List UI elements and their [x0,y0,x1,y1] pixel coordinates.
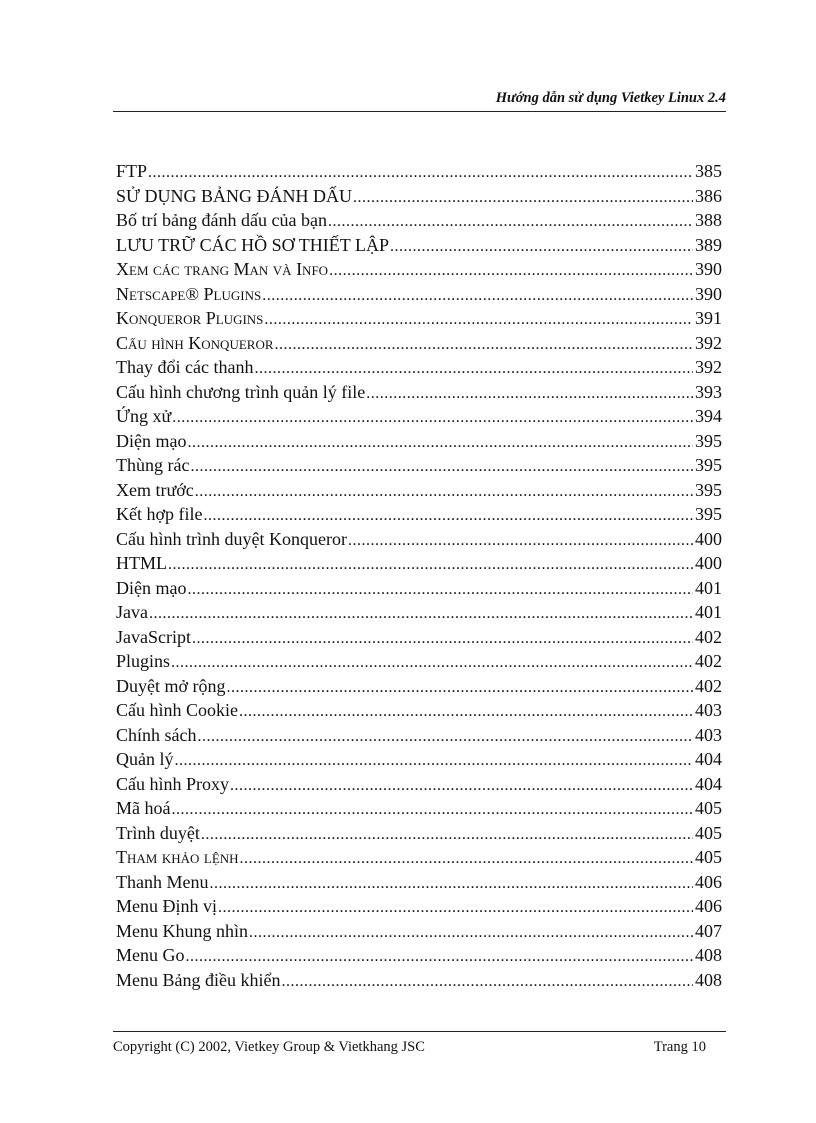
toc-entry-title: Menu Khung nhìn [116,920,248,941]
toc-entry [116,453,722,478]
toc-dot-leader [254,357,693,382]
toc-entry [116,282,722,307]
toc-entry [116,257,722,282]
toc-entry-title: Kết hợp file [116,504,203,524]
toc-entry-title: Bố trí bảng đánh dấu của bạn [116,210,327,230]
toc-entry [116,478,722,503]
toc-entry-title: Cấu hình trình duyệt Konqueror [116,528,347,549]
toc-dot-leader [195,480,693,505]
toc-entry [116,625,722,650]
toc-dot-leader [171,798,693,823]
toc-entry [116,208,722,233]
toc-dot-leader [240,847,693,872]
toc-entry-page: 404 [695,773,722,794]
toc-entry-page: 403 [695,724,722,745]
toc-entry [116,159,722,184]
toc-entry-page: 395 [695,455,722,475]
toc-entry-title: Duyệt mở rộng [116,675,226,696]
toc-entry-title: Thùng rác [116,455,190,475]
toc-entry [116,870,722,895]
toc-entry-title: Konqueror Plugins [116,308,264,328]
toc-entry [116,919,722,944]
toc-entry [116,821,722,846]
toc-entry-title: Menu Bảng điều khiển [116,969,281,990]
toc-entry-title: Thanh Menu [116,871,209,892]
toc-dot-leader [175,749,694,774]
toc-dot-leader [281,970,693,995]
toc-entry-page: 395 [695,504,722,524]
toc-entry-title: JavaScript [116,626,191,647]
toc-entry-page: 402 [695,651,722,671]
toc-entry [116,968,722,993]
toc-entry-title: Cấu hình Proxy [116,773,230,794]
toc-dot-leader [187,431,693,456]
toc-dot-leader [192,627,693,652]
page-header [113,90,726,112]
toc-dot-leader [171,651,693,676]
toc-dot-leader [168,553,693,578]
toc-entry-page: 405 [695,798,722,818]
toc-dot-leader [172,406,693,431]
toc-entry-page: 400 [695,528,722,549]
toc-entry-page: 392 [695,357,722,377]
toc-entry-page: 390 [695,259,722,279]
table-of-contents [116,159,722,992]
toc-entry-page: 401 [695,602,722,622]
toc-entry-page: 392 [695,332,722,353]
toc-entry [116,796,722,821]
toc-entry-title: Ứng xử [116,406,172,426]
toc-entry-page: 393 [695,381,722,402]
toc-entry-page: 401 [695,577,722,598]
toc-dot-leader [190,455,693,480]
toc-entry-page: 406 [695,896,722,916]
toc-entry [116,184,722,209]
toc-dot-leader [209,872,693,897]
toc-entry-title: Diện mạo [116,430,187,451]
toc-entry-title: Cấu hình Konqueror [116,332,274,353]
toc-entry [116,576,722,601]
toc-dot-leader [148,161,693,186]
toc-entry-page: 394 [695,406,722,426]
toc-entry [116,502,722,527]
toc-entry-title: Mã hoá [116,798,171,818]
toc-entry [116,306,722,331]
toc-entry-page: 385 [695,161,722,181]
toc-entry-page: 391 [695,308,722,328]
toc-entry-title: Cấu hình Cookie [116,700,238,720]
toc-entry [116,943,722,968]
toc-dot-leader [230,774,693,799]
toc-dot-leader [201,823,693,848]
toc-entry-title: Tham khảo lệnh [116,847,239,867]
toc-entry [116,551,722,576]
toc-dot-leader [149,602,693,627]
toc-entry [116,429,722,454]
toc-dot-leader [353,186,693,211]
toc-entry-page: 403 [695,700,722,720]
toc-entry-title: Netscape® Plugins [116,283,262,304]
toc-entry-page: 388 [695,210,722,230]
toc-dot-leader [239,700,693,725]
toc-entry-title: Plugins [116,651,171,671]
toc-entry-page: 408 [695,945,722,965]
toc-entry-page: 395 [695,430,722,451]
toc-entry [116,845,722,870]
toc-entry-title: Cấu hình chương trình quản lý file [116,381,366,402]
toc-entry [116,894,722,919]
toc-entry-title: Quản lý [116,749,174,769]
toc-entry-page: 386 [695,185,722,206]
toc-entry-title: Java [116,602,148,622]
toc-dot-leader [218,896,693,921]
toc-dot-leader [275,333,694,358]
toc-entry-page: 400 [695,553,722,573]
toc-dot-leader [390,235,693,260]
toc-entry-page: 402 [695,675,722,696]
toc-entry [116,331,722,356]
toc-entry-title: Diện mạo [116,577,187,598]
footer-page-number: Trang 10 [653,1039,706,1055]
toc-entry-page: 405 [695,847,722,867]
toc-dot-leader [348,529,693,554]
toc-entry [116,698,722,723]
toc-entry-page: 390 [695,283,722,304]
toc-dot-leader [329,259,693,284]
toc-entry [116,674,722,699]
toc-dot-leader [264,308,693,333]
toc-entry-page: 402 [695,626,722,647]
toc-entry [116,600,722,625]
toc-dot-leader [249,921,693,946]
footer-copyright: Copyright (C) 2002, Vietkey Group & Vietkhang JSC [113,1039,425,1055]
toc-entry [116,723,722,748]
toc-entry-title: Thay đổi các thanh [116,357,254,377]
toc-dot-leader [186,945,694,970]
toc-entry-title: Xem các trang Man và Info [116,259,329,279]
toc-dot-leader [204,504,694,529]
toc-entry-title: Xem trước [116,479,194,500]
toc-entry [116,404,722,429]
toc-entry [116,527,722,552]
toc-entry-page: 407 [695,920,722,941]
page-footer [113,1031,726,1056]
toc-dot-leader [187,578,693,603]
toc-entry-title: LƯU TRỮ CÁC HỒ SƠ THIẾT LẬP [116,234,389,255]
toc-dot-leader [227,676,693,701]
toc-entry-page: 405 [695,822,722,843]
toc-entry-page: 395 [695,479,722,500]
toc-dot-leader [198,725,694,750]
toc-entry-title: Chính sách [116,724,197,745]
toc-entry [116,747,722,772]
toc-entry-title: SỬ DỤNG BẢNG ĐÁNH DẤU [116,185,352,206]
header-title: Hướng dẫn sử dụng Vietkey Linux 2.4 [495,90,726,106]
toc-entry [116,649,722,674]
toc-entry-title: Menu Go [116,945,185,965]
toc-dot-leader [328,210,693,235]
toc-entry-title: Trình duyệt [116,822,200,843]
toc-entry-page: 408 [695,969,722,990]
toc-entry [116,355,722,380]
toc-entry-page: 404 [695,749,722,769]
toc-dot-leader [366,382,693,407]
toc-entry [116,772,722,797]
toc-dot-leader [262,284,693,309]
toc-entry-title: FTP [116,161,148,181]
toc-entry-title: Menu Định vị [116,896,217,916]
toc-entry-page: 389 [695,234,722,255]
toc-entry [116,233,722,258]
toc-entry-page: 406 [695,871,722,892]
toc-entry [116,380,722,405]
toc-entry-title: HTML [116,553,167,573]
